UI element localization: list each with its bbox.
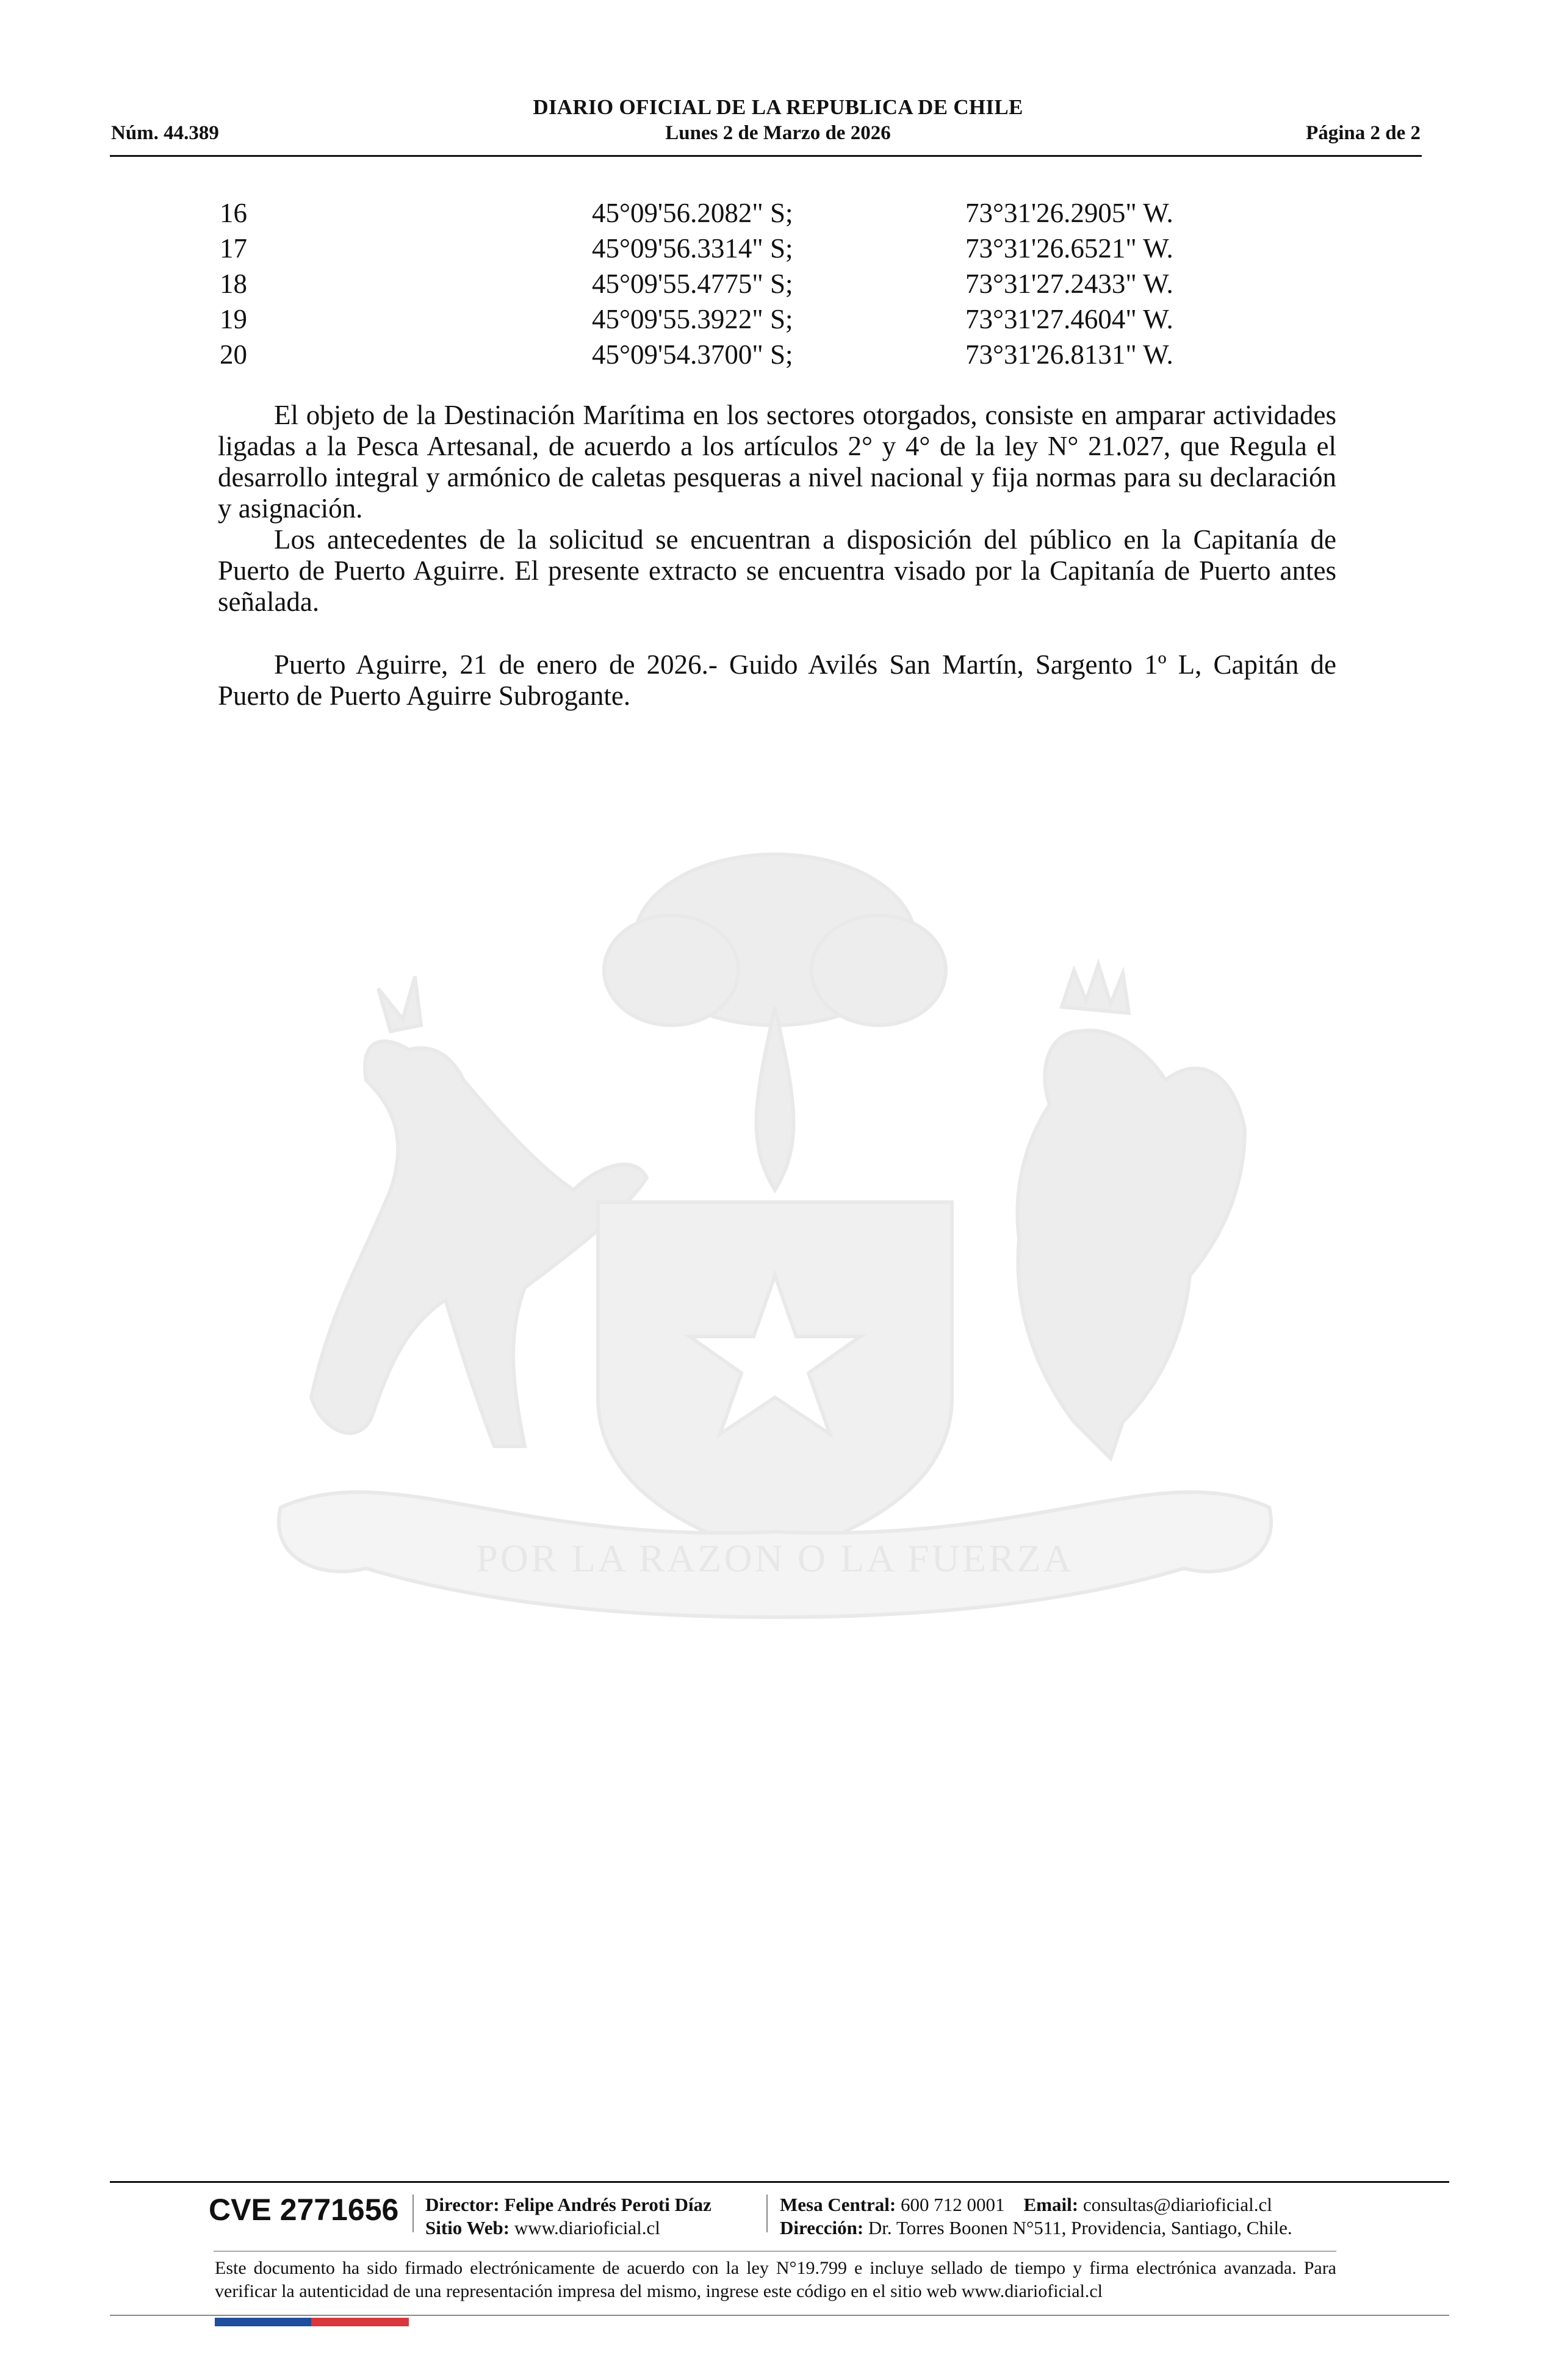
latitude: 45°09'56.3314" S; (592, 233, 793, 264)
legal-notice: Este documento ha sido firmado electrónicamente de acuerdo con la ley N°19.799 e incluye sellado de tiempo y firma electrónica avanzada. Para verificar la autenticidad de una representación impresa del mismo, ingrese este código en el sitio web www.diarioficial.cl (215, 2258, 1336, 2301)
paragraph-purpose: El objeto de la Destinación Marítima en los sectores otorgados, consiste en amparar actividades ligadas a la Pesca Artesanal, de acuerdo a los artículos 2° y 4° de la ley N° 21.027, que Regula el desarrollo integral y armónico de caletas pesqueras a nivel nacional y fija normas para su declaración y asignación. (218, 400, 1336, 524)
coordinate-row (0, 301, 1556, 337)
mesa-label: Mesa Central: (780, 2194, 896, 2215)
footer-divider-top (110, 2181, 1449, 2183)
vertex-number: 17 (220, 233, 247, 264)
vertex-number: 18 (220, 269, 247, 299)
page-indicator: Página 2 de 2 (1306, 122, 1421, 144)
longitude: 73°31'26.2905" W. (965, 198, 1173, 228)
newspaper-title: DIARIO OFICIAL DE LA REPUBLICA DE CHILE (533, 95, 1023, 119)
director-name: Felipe Andrés Peroti Díaz (504, 2194, 711, 2215)
director-label: Director: (425, 2194, 500, 2215)
vertex-number: 20 (220, 339, 247, 370)
body-text (218, 400, 1336, 712)
paragraph-records: Los antecedentes de la solicitud se encuentran a disposición del público en la Capitanía de Puerto de Puerto Aguirre. El presente extracto se encuentra visado por la Capitanía de Puerto antes señalada. (218, 524, 1336, 617)
footer-divider-mid (214, 2251, 1336, 2252)
cve-code: CVE 2771656 (209, 2193, 399, 2227)
email-label: Email: (1023, 2194, 1079, 2215)
coordinate-row (0, 231, 1556, 266)
footer-divider-bottom (110, 2315, 1449, 2316)
footer-separator (766, 2194, 768, 2232)
latitude: 45°09'55.4775" S; (592, 269, 793, 299)
coordinate-row (0, 266, 1556, 301)
header-divider (110, 155, 1422, 157)
footer-contact-block (780, 2193, 1292, 2240)
flag-stripe-blue (215, 2318, 311, 2326)
longitude: 73°31'27.4604" W. (965, 304, 1173, 334)
latitude: 45°09'55.3922" S; (592, 304, 793, 334)
issue-number: Núm. 44.389 (111, 122, 219, 144)
paragraph-signature: Puerto Aguirre, 21 de enero de 2026.- Guido Avilés San Martín, Sargento 1º L, Capitán de Puerto de Puerto Aguirre Subrogante. (218, 649, 1336, 711)
longitude: 73°31'26.8131" W. (965, 339, 1173, 370)
mesa-phone: 600 712 0001 (901, 2194, 1005, 2215)
vertex-number: 16 (220, 198, 247, 228)
address-label: Dirección: (780, 2217, 864, 2238)
flag-stripe-red (311, 2318, 409, 2326)
website-label: Sitio Web: (425, 2217, 510, 2238)
coordinate-row (0, 195, 1556, 231)
footer-separator (412, 2194, 414, 2232)
longitude: 73°31'27.2433" W. (965, 269, 1173, 299)
motto-text: POR LA RAZON O LA FUERZA (476, 1537, 1074, 1580)
website-link[interactable]: www.diarioficial.cl (514, 2217, 660, 2238)
issue-date: Lunes 2 de Marzo de 2026 (665, 122, 891, 144)
address-value: Dr. Torres Boonen N°511, Providencia, Santiago, Chile. (868, 2217, 1292, 2238)
latitude: 45°09'56.2082" S; (592, 198, 793, 228)
coordinate-row (0, 337, 1556, 372)
email-link[interactable]: consultas@diarioficial.cl (1082, 2194, 1272, 2215)
footer-director-block (425, 2193, 711, 2240)
vertex-number: 19 (220, 304, 247, 334)
latitude: 45°09'54.3700" S; (592, 339, 793, 370)
coat-of-arms-watermark (207, 848, 1342, 1666)
longitude: 73°31'26.6521" W. (965, 233, 1173, 264)
